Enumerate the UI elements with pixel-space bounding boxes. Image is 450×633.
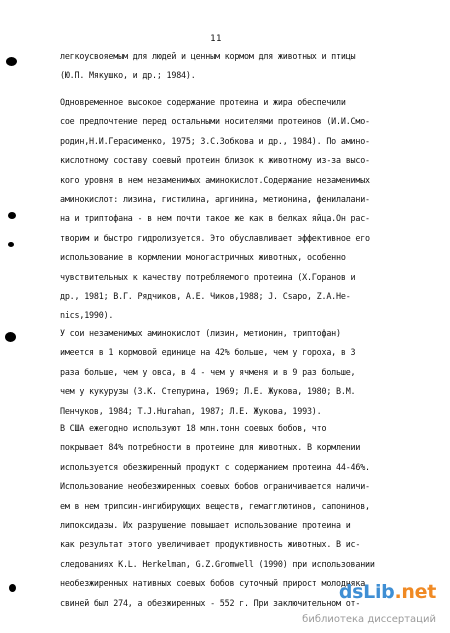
- text-line: чувствительных к качеству потребляемого протеина (Х.Горанов и: [60, 271, 356, 282]
- text-line: используется обезжиренный продукт с содержанием протеина 44-46%.: [60, 461, 370, 472]
- text-line: кого уровня в нем незаменимых аминокислот.Содержание незаменимых: [60, 174, 370, 185]
- text-line: кислотному составу соевый протеин близок к животному из-за высо-: [60, 155, 370, 166]
- text-line: др., 1981; В.Г. Рядчиков, А.Е. Чиков,1988; J. Csapo, Z.A.He-: [60, 290, 351, 301]
- text-line: следованиях K.L. Herkelman, G.Z.Gromwell (1990) при использовании: [60, 558, 375, 569]
- logo-main-text: dsLib: [338, 581, 395, 603]
- text-line: свиней был 274, а обезжиренных - 552 г. При заключительном от-: [60, 597, 361, 608]
- text-line: Пенчуков, 1984; T.J.Hurahan, 1987; Л.Е. Жукова, 1993).: [60, 405, 322, 416]
- text-line: легкоусвояемым для людей и ценным кормом для животных и птицы: [60, 51, 356, 61]
- page-number: 11: [210, 34, 222, 44]
- text-line: на и триптофана - в нем почти такое же как в белках яйца.Он рас-: [60, 213, 370, 224]
- punch-hole-mark: [6, 57, 17, 66]
- watermark-subtitle: библиотека диссертаций: [302, 614, 436, 625]
- text-line: раза больше, чем у овса, в 4 - чем у ячменя и в 9 раз больше,: [60, 366, 356, 377]
- text-line: Одновременное высокое содержание протеина и жира обеспечили: [60, 97, 346, 107]
- text-line: сое предпочтение перед остальными носителями протеинов (И.И.Смо-: [60, 116, 370, 127]
- punch-hole-mark: [9, 584, 16, 592]
- text-line: необезжиренных нативных соевых бобов суточный прирост молодняка: [60, 578, 366, 589]
- text-line: аминокислот: лизина, гистилина, аргинина, метионина, фенилалани-: [60, 193, 370, 204]
- text-line: В США ежегодно используют 18 млн.тонн соевых бобов, что: [60, 423, 327, 433]
- punch-hole-mark: [8, 242, 14, 247]
- body-text: [60, 93, 420, 326]
- text-line: чем у кукурузы (З.К. Степурина, 1969; Л.Е. Жукова, 1980; В.М.: [60, 386, 356, 397]
- body-text: [60, 47, 420, 86]
- text-line: nics,1990).: [60, 310, 114, 321]
- text-line: ем в нем трипсин-ингибирующих веществ, гемагглютинов, сапонинов,: [60, 500, 370, 511]
- text-line: покрывает 84% потребности в протеине для животных. В кормлении: [60, 442, 361, 453]
- text-line: родин,Н.И.Герасименко, 1975; З.С.Зобкова и др., 1984). По амино-: [60, 135, 370, 146]
- text-line: (Ю.П. Мякушко, и др.; 1984).: [60, 70, 196, 81]
- text-line: Использование необезжиренных соевых бобов ограничивается наличи-: [60, 481, 370, 492]
- text-line: как результат этого увеличивает продуктивность животных. В ис-: [60, 539, 361, 550]
- text-line: творим и быстро гидролизуется. Это обуславливает эффективное его: [60, 232, 370, 243]
- text-line: использование в кормлении моногастричных животных, особенно: [60, 252, 346, 263]
- dslib-watermark: [302, 581, 436, 625]
- punch-hole-mark: [8, 212, 16, 219]
- text-line: липоксидазы. Их разрушение повышает использование протеина и: [60, 519, 351, 530]
- punch-hole-mark: [5, 332, 16, 342]
- dslib-logo: [339, 581, 436, 603]
- text-line: У сои незаменимых аминокислот (лизин, метионин, триптофан): [60, 328, 341, 338]
- text-line: имеется в 1 кормовой единице на 42% больше, чем у гороха, в 3: [60, 347, 356, 358]
- body-text: [60, 324, 420, 421]
- logo-accent-text: .net: [394, 581, 436, 603]
